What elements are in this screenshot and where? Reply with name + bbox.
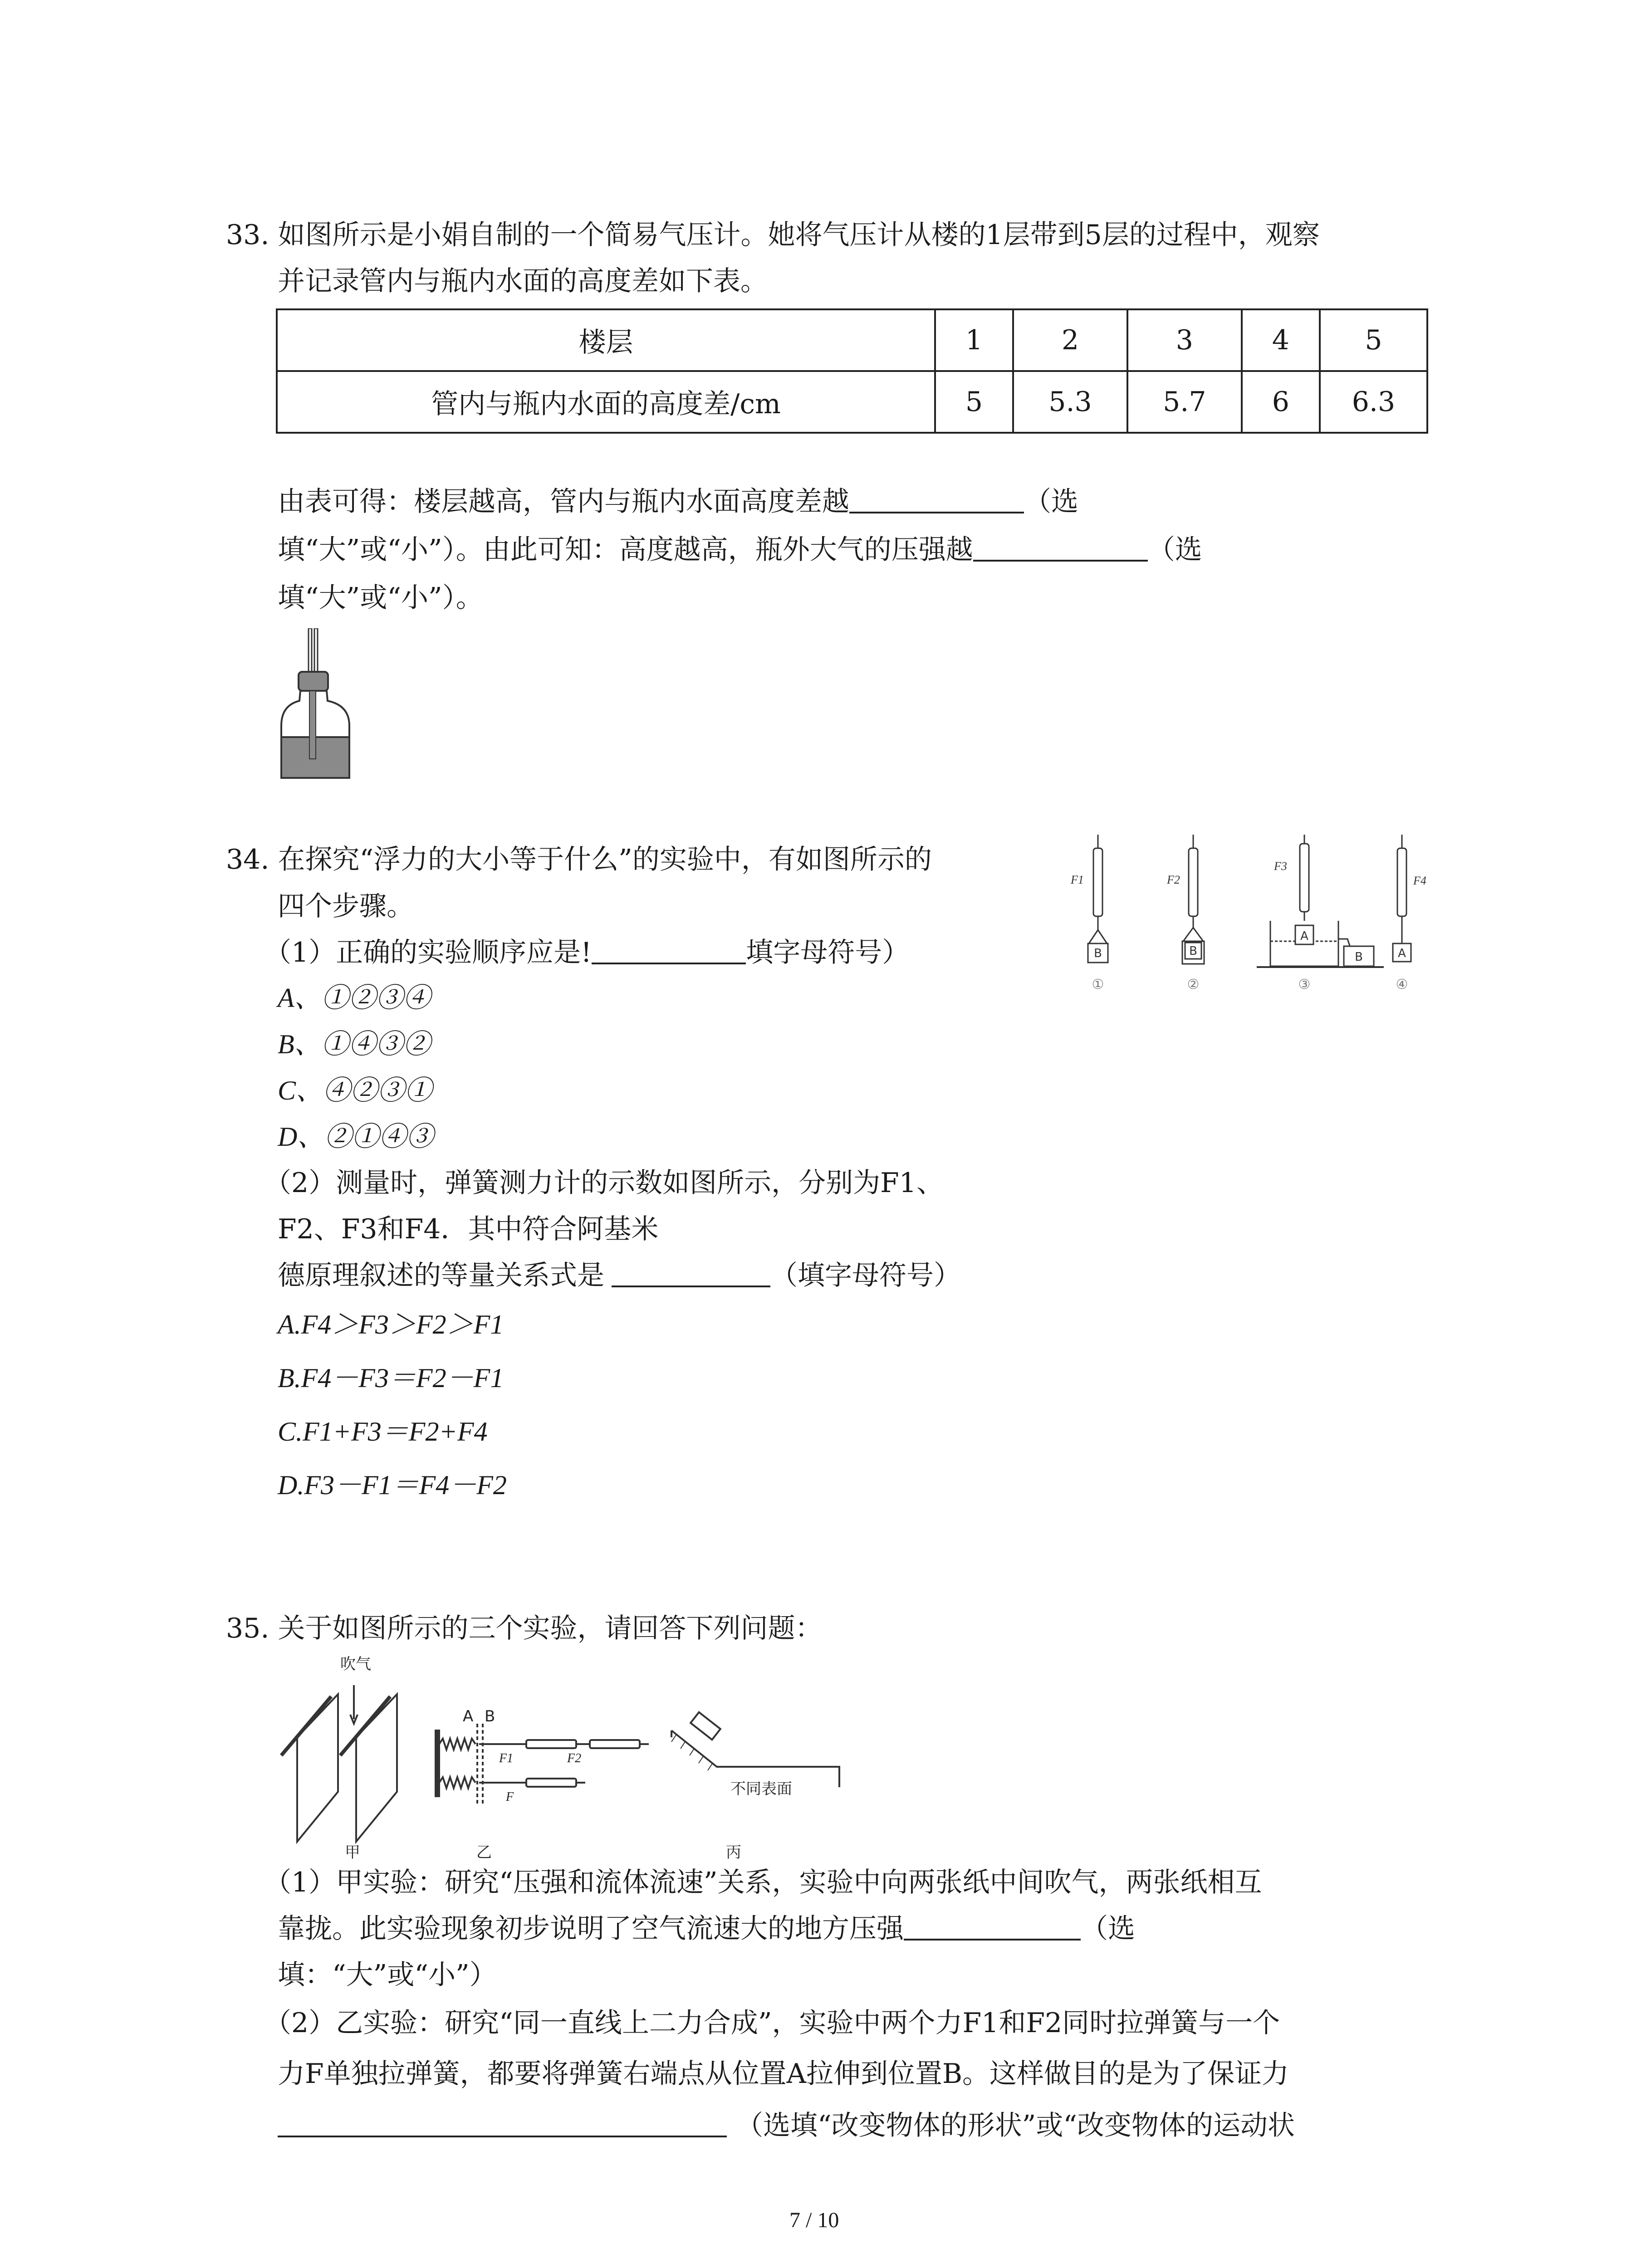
answer-blank[interactable]	[278, 2108, 727, 2137]
table-cell: 1	[935, 309, 1013, 371]
force-label-f1: F1	[1071, 873, 1084, 886]
q33-line2: 并记录管内与瓶内水面的高度差如下表。	[278, 265, 768, 297]
q35-s2-line3	[278, 2107, 1295, 2144]
force-label-f3: F3	[1274, 860, 1287, 873]
block-label: B	[1355, 950, 1363, 964]
label-f2: F2	[567, 1751, 582, 1765]
q34-sub2-text: 德原理叙述的等量关系式是	[278, 1260, 604, 1291]
force-label-f2: F2	[1167, 873, 1180, 886]
table-cell: 5.3	[1013, 371, 1127, 433]
q33-p1	[278, 484, 1078, 520]
q33-p1-text: 由表可得：楼层越高，管内与瓶内水面高度差越	[278, 486, 849, 518]
q35-line1: 35. 关于如图所示的三个实验，请回答下列问题：	[226, 1613, 823, 1644]
table-cell: 5.7	[1127, 371, 1242, 433]
q33-line1: 33. 如图所示是小娟自制的一个简易气压计。她将气压计从楼的1层带到5层的过程中，观察	[226, 219, 1320, 251]
q34-eq-a: A.F4＞F3＞F2＞F1	[278, 1310, 504, 1339]
label-b: B	[485, 1707, 495, 1725]
q34-sub1-tail: 填字母符号）	[746, 937, 910, 968]
step-label: ②	[1187, 977, 1200, 992]
q35-s1-line3: 填：“大”或“小”）	[278, 1959, 497, 1991]
barometer-bottle-figure	[272, 628, 363, 785]
q34-option-b: B、①④③②	[278, 1029, 431, 1059]
q35-s2-line1: （2）乙实验：研究“同一直线上二力合成”，实验中两个力F1和F2同时拉弹簧与一个	[264, 2007, 1280, 2039]
q34-eq-c: C.F1+F3＝F2+F4	[278, 1417, 488, 1447]
q34-sub2-line2: F2、F3和F4．其中符合阿基米	[278, 1213, 659, 1245]
q34-sub2-line3	[278, 1257, 961, 1294]
q34-sub1	[264, 934, 909, 971]
q34-option-a: A、①②③④	[278, 983, 431, 1013]
force-label-f4: F4	[1413, 874, 1426, 887]
q34-option-c: C、④②③①	[278, 1075, 432, 1105]
q35-s2-line2: 力F单独拉弹簧，都要将弹簧右端点从位置A拉伸到位置B。这样做目的是为了保证力	[278, 2058, 1289, 2090]
label-a: A	[463, 1707, 474, 1725]
table-cell: 5	[1320, 309, 1427, 371]
step-label: ①	[1092, 977, 1104, 992]
q33-p2-tail: （选	[1147, 534, 1202, 566]
answer-blank[interactable]	[612, 1258, 770, 1287]
q35-s1-tail: （选	[1081, 1913, 1135, 1945]
table-cell: 2	[1013, 309, 1127, 371]
q34-sub2-tail: （填字母符号）	[770, 1260, 961, 1291]
block-label: A	[1300, 929, 1308, 943]
buoyancy-steps-figure	[1066, 835, 1429, 998]
q34-sub1-text: （1）正确的实验顺序应是!	[264, 937, 592, 968]
table-cell: 5	[935, 371, 1013, 433]
table-cell: 6.3	[1320, 371, 1427, 433]
q35-s1-line2	[278, 1911, 1135, 1947]
table-row	[277, 371, 1427, 433]
q35-s1-text: 靠拢。此实验现象初步说明了空气流速大的地方压强	[278, 1913, 904, 1945]
answer-blank[interactable]	[973, 533, 1148, 562]
q33-table	[276, 308, 1428, 434]
table-cell: 6	[1242, 371, 1320, 433]
q35-s2-tail: （选填“改变物体的形状”或“改变物体的运动状	[736, 2110, 1295, 2141]
q34-eq-d: D.F3－F1＝F4－F2	[278, 1470, 507, 1500]
label-f1: F1	[499, 1751, 514, 1765]
q33-p1-tail: （选	[1024, 486, 1078, 518]
q34-line2: 四个步骤。	[278, 890, 414, 922]
q33-p2	[278, 532, 1202, 568]
q35-s1-line1: （1）甲实验：研究“压强和流体流速”关系，实验中向两张纸中间吹气，两张纸相互	[264, 1867, 1262, 1898]
table-cell: 楼层	[277, 309, 935, 371]
block-label: B	[1094, 947, 1102, 960]
table-cell: 管内与瓶内水面的高度差/cm	[277, 371, 935, 433]
answer-blank[interactable]	[592, 935, 746, 964]
q34-eq-b: B.F4－F3＝F2－F1	[278, 1363, 504, 1393]
caption-bing: 丙	[726, 1843, 741, 1860]
block-label: B	[1189, 944, 1197, 958]
block-label: A	[1398, 947, 1406, 960]
label-surface: 不同表面	[730, 1780, 792, 1798]
q34-sub2-line1: （2）测量时，弹簧测力计的示数如图所示，分别为F1、	[264, 1167, 944, 1199]
step-label: ④	[1396, 977, 1408, 992]
q34-line1: 34. 在探究“浮力的大小等于什么”的实验中，有如图所示的	[226, 844, 932, 875]
caption-jia: 甲	[345, 1843, 360, 1860]
table-cell: 3	[1127, 309, 1242, 371]
table-cell: 4	[1242, 309, 1320, 371]
caption-yi: 乙	[476, 1843, 492, 1860]
q34-option-d: D、②①④③	[278, 1122, 434, 1152]
label-f: F	[506, 1790, 514, 1804]
table-row	[277, 309, 1427, 371]
three-experiments-figure	[272, 1651, 853, 1860]
label-blow: 吹气	[340, 1655, 371, 1673]
page-number: 7 / 10	[789, 2208, 839, 2232]
q33-p3: 填“大”或“小”）。	[278, 582, 483, 614]
answer-blank[interactable]	[849, 484, 1024, 513]
q33-p2-text: 填“大”或“小”）。由此可知：高度越高，瓶外大气的压强越	[278, 534, 973, 566]
step-label: ③	[1298, 977, 1311, 992]
answer-blank[interactable]	[904, 1911, 1081, 1941]
